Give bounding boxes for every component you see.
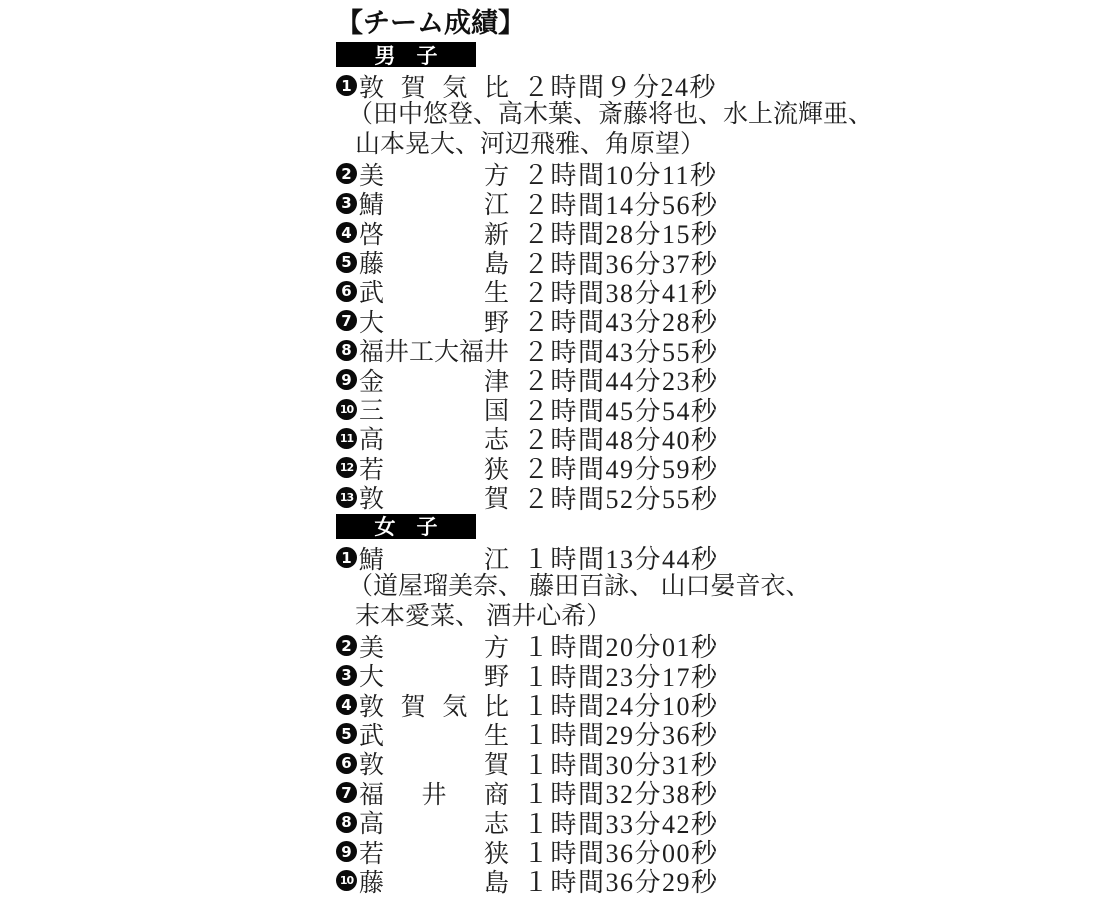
team-name: 敦賀気比 [359, 693, 509, 721]
time-value: ２時間49分59秒 [523, 455, 719, 485]
team-name: 大野 [359, 664, 509, 692]
rank-badge: 7 [336, 310, 357, 331]
rank-badge: 7 [336, 782, 357, 803]
rank-badge: 1 [336, 75, 357, 96]
rank-badge: 11 [336, 428, 357, 449]
team-name: 美方 [359, 162, 509, 190]
rank-badge: 4 [336, 694, 357, 715]
team-name: 藤島 [359, 251, 509, 279]
rank-badge: 2 [336, 635, 357, 656]
section-band-women: 女 子 [336, 514, 476, 539]
time-value: ２時間43分55秒 [523, 337, 719, 367]
rank-badge: 13 [336, 487, 357, 508]
rank-badge: 9 [336, 841, 357, 862]
rank-badge: 4 [336, 222, 357, 243]
time-value: ２時間10分11秒 [523, 161, 718, 191]
rank-badge: 3 [336, 665, 357, 686]
rank-badge: 10 [336, 870, 357, 891]
rank-badge: 1 [336, 547, 357, 568]
team-name: 武生 [359, 280, 509, 308]
time-value: １時間33分42秒 [523, 809, 719, 839]
time-value: ２時間48分40秒 [523, 425, 719, 455]
rank-badge: 6 [336, 753, 357, 774]
time-value: １時間30分31秒 [523, 750, 719, 780]
rank-badge: 5 [336, 252, 357, 273]
time-value: １時間36分29秒 [523, 868, 719, 898]
time-value: ２時間45分54秒 [523, 396, 719, 426]
team-name: 福井商 [359, 781, 509, 809]
page-title: 【チーム成績】 [336, 8, 525, 38]
rank-badge: 8 [336, 812, 357, 833]
time-value: ２時間52分55秒 [523, 484, 719, 514]
sections-root [336, 42, 936, 896]
section-band-men: 男 子 [336, 42, 476, 67]
time-value: ２時間14分56秒 [523, 190, 719, 220]
team-name: 若狭 [359, 840, 509, 868]
team-name: 金津 [359, 368, 509, 396]
team-name: 大野 [359, 309, 509, 337]
rank-badge: 9 [336, 369, 357, 390]
team-name: 敦賀気比 [359, 74, 509, 102]
rank-badge: 8 [336, 340, 357, 361]
result-row [336, 543, 936, 575]
team-name: 高志 [359, 427, 509, 455]
results-block [336, 6, 936, 896]
time-value: ２時間36分37秒 [523, 249, 719, 279]
rank-badge: 6 [336, 281, 357, 302]
team-name: 鯖江 [359, 546, 509, 574]
time-value: ２時間９分24秒 [523, 73, 718, 103]
team-name: 鯖江 [359, 192, 509, 220]
members-line: 末本愛菜、 酒井心希） [355, 602, 612, 630]
time-value: １時間24分10秒 [523, 692, 719, 722]
team-name: 高志 [359, 811, 509, 839]
team-name: 敦賀 [359, 752, 509, 780]
members-line: （田中悠登、高木葉、斎藤将也、水上流輝亜、 [348, 101, 874, 129]
team-name: 啓新 [359, 221, 509, 249]
rank-badge: 12 [336, 457, 357, 478]
time-value: ２時間28分15秒 [523, 220, 719, 250]
time-value: １時間32分38秒 [523, 780, 719, 810]
rank-badge: 5 [336, 723, 357, 744]
rank-badge: 3 [336, 193, 357, 214]
time-value: ２時間44分23秒 [523, 367, 719, 397]
team-members [336, 100, 936, 159]
team-name: 三国 [359, 398, 509, 426]
time-value: １時間23分17秒 [523, 662, 719, 692]
members-line: （道屋瑠美奈、 藤田百詠、 山口晏音衣、 [348, 573, 811, 601]
result-row [336, 71, 936, 103]
time-value: ２時間38分41秒 [523, 278, 719, 308]
time-value: １時間36分00秒 [523, 839, 719, 869]
time-value: １時間20分01秒 [523, 633, 719, 663]
time-value: １時間13分44秒 [523, 545, 719, 575]
team-members [336, 572, 936, 631]
team-name: 若狭 [359, 456, 509, 484]
result-row [336, 483, 936, 512]
team-name: 武生 [359, 722, 509, 750]
time-value: ２時間43分28秒 [523, 308, 719, 338]
rank-badge: 2 [336, 163, 357, 184]
team-name: 敦賀 [359, 486, 509, 514]
team-name: 藤島 [359, 869, 509, 897]
result-row [336, 866, 936, 898]
time-value: １時間29分36秒 [523, 721, 719, 751]
team-name: 美方 [359, 634, 509, 662]
rank-badge: 10 [336, 399, 357, 420]
team-name: 福井工大福井 [359, 339, 509, 367]
members-line: 山本晃大、河辺飛雅、角原望） [355, 130, 706, 158]
